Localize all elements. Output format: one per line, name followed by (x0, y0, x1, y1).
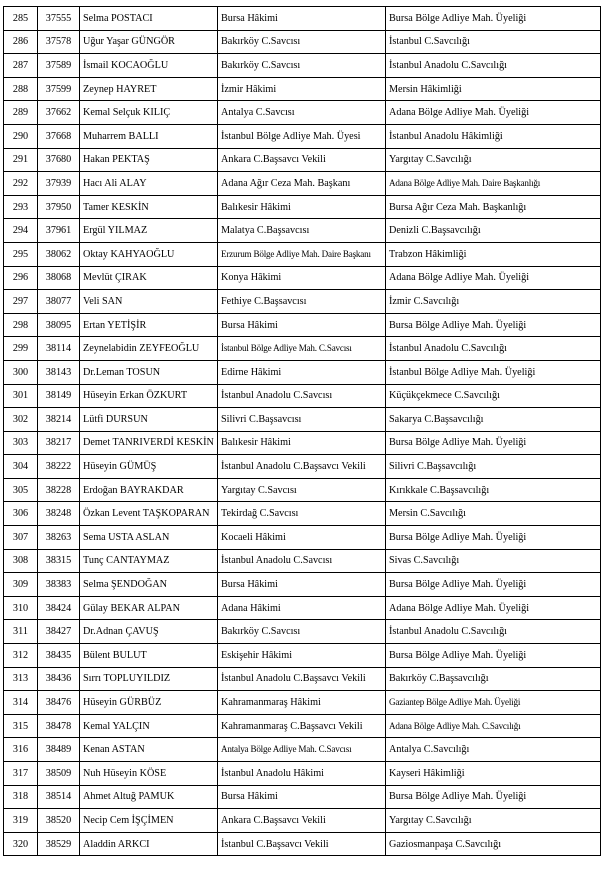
current-position: Adana Ağır Ceza Mah. Başkanı (218, 172, 386, 196)
row-number: 294 (4, 219, 38, 243)
table-row (4, 148, 601, 172)
current-position: Erzurum Bölge Adliye Mah. Daire Başkanı (218, 242, 386, 266)
table-row (4, 360, 601, 384)
new-position: Sakarya C.Başsavcılığı (386, 408, 601, 432)
sicil-number: 38436 (38, 667, 80, 691)
person-name: Ahmet Altuğ PAMUK (80, 785, 218, 809)
table-row (4, 478, 601, 502)
table-row (4, 7, 601, 31)
row-number: 297 (4, 290, 38, 314)
new-position: İstanbul Anadolu C.Savcılığı (386, 337, 601, 361)
person-name: Hüseyin GÜMÜŞ (80, 455, 218, 479)
new-position: Silivri C.Başsavcılığı (386, 455, 601, 479)
current-position: İzmir Hâkimi (218, 77, 386, 101)
sicil-number: 37668 (38, 124, 80, 148)
table-row (4, 195, 601, 219)
new-position: Gaziosmanpaşa C.Savcılığı (386, 832, 601, 856)
new-position: Bursa Bölge Adliye Mah. Üyeliği (386, 7, 601, 31)
sicil-number: 38149 (38, 384, 80, 408)
table-row (4, 30, 601, 54)
new-position: Küçükçekmece C.Savcılığı (386, 384, 601, 408)
table-row (4, 502, 601, 526)
table-row (4, 101, 601, 125)
row-number: 305 (4, 478, 38, 502)
row-number: 311 (4, 620, 38, 644)
new-position: Mersin C.Savcılığı (386, 502, 601, 526)
table-row (4, 549, 601, 573)
new-position: Adana Bölge Adliye Mah. Üyeliği (386, 266, 601, 290)
row-number: 301 (4, 384, 38, 408)
row-number: 313 (4, 667, 38, 691)
sicil-number: 38068 (38, 266, 80, 290)
current-position: Bursa Hâkimi (218, 7, 386, 31)
new-position: Antalya C.Savcılığı (386, 738, 601, 762)
current-position: Bakırköy C.Savcısı (218, 54, 386, 78)
table-row (4, 809, 601, 833)
sicil-number: 38520 (38, 809, 80, 833)
appointment-list-page (3, 6, 601, 856)
new-position: Trabzon Hâkimliği (386, 242, 601, 266)
row-number: 296 (4, 266, 38, 290)
row-number: 295 (4, 242, 38, 266)
appointment-table-body (4, 7, 601, 856)
table-row (4, 644, 601, 668)
current-position: Fethiye C.Başsavcısı (218, 290, 386, 314)
sicil-number: 38427 (38, 620, 80, 644)
sicil-number: 38214 (38, 408, 80, 432)
row-number: 303 (4, 431, 38, 455)
sicil-number: 38228 (38, 478, 80, 502)
current-position: Tekirdağ C.Savcısı (218, 502, 386, 526)
person-name: Hakan PEKTAŞ (80, 148, 218, 172)
row-number: 300 (4, 360, 38, 384)
row-number: 316 (4, 738, 38, 762)
new-position: Mersin Hâkimliği (386, 77, 601, 101)
new-position: Yargıtay C.Savcılığı (386, 148, 601, 172)
table-row (4, 384, 601, 408)
person-name: Aladdin ARKCI (80, 832, 218, 856)
sicil-number: 38095 (38, 313, 80, 337)
sicil-number: 37939 (38, 172, 80, 196)
row-number: 307 (4, 526, 38, 550)
row-number: 293 (4, 195, 38, 219)
new-position: Adana Bölge Adliye Mah. Üyeliği (386, 101, 601, 125)
sicil-number: 38509 (38, 762, 80, 786)
current-position: Antalya Bölge Adliye Mah. C.Savcısı (218, 738, 386, 762)
current-position: Bursa Hâkimi (218, 785, 386, 809)
new-position: İzmir C.Savcılığı (386, 290, 601, 314)
person-name: Hüseyin Erkan ÖZKURT (80, 384, 218, 408)
current-position: Konya Hâkimi (218, 266, 386, 290)
sicil-number: 37599 (38, 77, 80, 101)
table-row (4, 714, 601, 738)
current-position: Ankara C.Başsavcı Vekili (218, 148, 386, 172)
row-number: 318 (4, 785, 38, 809)
new-position: Bakırköy C.Başsavcılığı (386, 667, 601, 691)
person-name: İsmail KOCAOĞLU (80, 54, 218, 78)
person-name: Selma POSTACI (80, 7, 218, 31)
new-position: Bursa Bölge Adliye Mah. Üyeliği (386, 431, 601, 455)
person-name: Hüseyin GÜRBÜZ (80, 691, 218, 715)
sicil-number: 38315 (38, 549, 80, 573)
person-name: Tamer KESKİN (80, 195, 218, 219)
table-row (4, 290, 601, 314)
new-position: İstanbul Anadolu C.Savcılığı (386, 620, 601, 644)
table-row (4, 620, 601, 644)
new-position: Bursa Bölge Adliye Mah. Üyeliği (386, 573, 601, 597)
person-name: Kemal YALÇIN (80, 714, 218, 738)
table-row (4, 762, 601, 786)
new-position: Denizli C.Başsavcılığı (386, 219, 601, 243)
new-position: İstanbul Bölge Adliye Mah. Üyeliği (386, 360, 601, 384)
current-position: Edirne Hâkimi (218, 360, 386, 384)
person-name: Kenan ASTAN (80, 738, 218, 762)
sicil-number: 38263 (38, 526, 80, 550)
row-number: 306 (4, 502, 38, 526)
person-name: Ergül YILMAZ (80, 219, 218, 243)
table-row (4, 219, 601, 243)
sicil-number: 38424 (38, 596, 80, 620)
row-number: 298 (4, 313, 38, 337)
row-number: 317 (4, 762, 38, 786)
row-number: 319 (4, 809, 38, 833)
row-number: 312 (4, 644, 38, 668)
row-number: 315 (4, 714, 38, 738)
person-name: Zeynelabidin ZEYFEOĞLU (80, 337, 218, 361)
row-number: 304 (4, 455, 38, 479)
person-name: Özkan Levent TAŞKOPARAN (80, 502, 218, 526)
sicil-number: 37950 (38, 195, 80, 219)
current-position: İstanbul Anadolu C.Savcısı (218, 384, 386, 408)
current-position: Eskişehir Hâkimi (218, 644, 386, 668)
table-row (4, 832, 601, 856)
person-name: Nuh Hüseyin KÖSE (80, 762, 218, 786)
sicil-number: 38143 (38, 360, 80, 384)
current-position: İstanbul Anadolu C.Başsavcı Vekili (218, 455, 386, 479)
sicil-number: 38476 (38, 691, 80, 715)
current-position: İstanbul C.Başsavcı Vekili (218, 832, 386, 856)
sicil-number: 37555 (38, 7, 80, 31)
current-position: İstanbul Anadolu Hâkimi (218, 762, 386, 786)
sicil-number: 38062 (38, 242, 80, 266)
person-name: Demet TANRIVERDİ KESKİN (80, 431, 218, 455)
new-position: Bursa Bölge Adliye Mah. Üyeliği (386, 785, 601, 809)
row-number: 308 (4, 549, 38, 573)
sicil-number: 38478 (38, 714, 80, 738)
person-name: Uğur Yaşar GÜNGÖR (80, 30, 218, 54)
current-position: Kahramanmaraş Hâkimi (218, 691, 386, 715)
table-row (4, 266, 601, 290)
person-name: Ertan YETİŞİR (80, 313, 218, 337)
table-row (4, 455, 601, 479)
table-row (4, 124, 601, 148)
new-position: Yargıtay C.Savcılığı (386, 809, 601, 833)
person-name: Oktay KAHYAOĞLU (80, 242, 218, 266)
sicil-number: 38217 (38, 431, 80, 455)
row-number: 287 (4, 54, 38, 78)
current-position: İstanbul Bölge Adliye Mah. Üyesi (218, 124, 386, 148)
person-name: Zeynep HAYRET (80, 77, 218, 101)
person-name: Kemal Selçuk KILIÇ (80, 101, 218, 125)
row-number: 288 (4, 77, 38, 101)
sicil-number: 38248 (38, 502, 80, 526)
current-position: Bursa Hâkimi (218, 313, 386, 337)
person-name: Dr.Adnan ÇAVUŞ (80, 620, 218, 644)
row-number: 320 (4, 832, 38, 856)
table-row (4, 596, 601, 620)
person-name: Erdoğan BAYRAKDAR (80, 478, 218, 502)
sicil-number: 38383 (38, 573, 80, 597)
table-row (4, 526, 601, 550)
new-position: Gaziantep Bölge Adliye Mah. Üyeliği (386, 691, 601, 715)
person-name: Necip Cem İŞÇİMEN (80, 809, 218, 833)
new-position: İstanbul C.Savcılığı (386, 30, 601, 54)
sicil-number: 37680 (38, 148, 80, 172)
sicil-number: 37662 (38, 101, 80, 125)
row-number: 310 (4, 596, 38, 620)
person-name: Dr.Leman TOSUN (80, 360, 218, 384)
current-position: Balıkesir Hâkimi (218, 195, 386, 219)
new-position: Adana Bölge Adliye Mah. Daire Başkanlığı (386, 172, 601, 196)
table-row (4, 242, 601, 266)
sicil-number: 38222 (38, 455, 80, 479)
sicil-number: 38114 (38, 337, 80, 361)
sicil-number: 38529 (38, 832, 80, 856)
current-position: Bakırköy C.Savcısı (218, 30, 386, 54)
new-position: Bursa Bölge Adliye Mah. Üyeliği (386, 644, 601, 668)
sicil-number: 38077 (38, 290, 80, 314)
sicil-number: 37589 (38, 54, 80, 78)
current-position: Yargıtay C.Savcısı (218, 478, 386, 502)
table-row (4, 691, 601, 715)
table-row (4, 738, 601, 762)
person-name: Tunç CANTAYMAZ (80, 549, 218, 573)
row-number: 302 (4, 408, 38, 432)
table-row (4, 77, 601, 101)
table-row (4, 431, 601, 455)
row-number: 292 (4, 172, 38, 196)
current-position: Bakırköy C.Savcısı (218, 620, 386, 644)
current-position: İstanbul Anadolu C.Başsavcı Vekili (218, 667, 386, 691)
new-position: İstanbul Anadolu C.Savcılığı (386, 54, 601, 78)
current-position: Kahramanmaraş C.Başsavcı Vekili (218, 714, 386, 738)
new-position: Bursa Bölge Adliye Mah. Üyeliği (386, 526, 601, 550)
table-row (4, 408, 601, 432)
table-row (4, 54, 601, 78)
row-number: 314 (4, 691, 38, 715)
sicil-number: 38489 (38, 738, 80, 762)
sicil-number: 38435 (38, 644, 80, 668)
person-name: Gülay BEKAR ALPAN (80, 596, 218, 620)
row-number: 286 (4, 30, 38, 54)
appointment-table (3, 6, 601, 856)
row-number: 291 (4, 148, 38, 172)
current-position: Malatya C.Başsavcısı (218, 219, 386, 243)
row-number: 309 (4, 573, 38, 597)
table-row (4, 785, 601, 809)
new-position: Adana Bölge Adliye Mah. Üyeliği (386, 596, 601, 620)
sicil-number: 37961 (38, 219, 80, 243)
new-position: İstanbul Anadolu Hâkimliği (386, 124, 601, 148)
current-position: Bursa Hâkimi (218, 573, 386, 597)
current-position: Silivri C.Başsavcısı (218, 408, 386, 432)
table-row (4, 337, 601, 361)
new-position: Kırıkkale C.Başsavcılığı (386, 478, 601, 502)
row-number: 290 (4, 124, 38, 148)
table-row (4, 573, 601, 597)
person-name: Hacı Ali ALAY (80, 172, 218, 196)
row-number: 299 (4, 337, 38, 361)
new-position: Bursa Ağır Ceza Mah. Başkanlığı (386, 195, 601, 219)
row-number: 289 (4, 101, 38, 125)
person-name: Veli SAN (80, 290, 218, 314)
new-position: Bursa Bölge Adliye Mah. Üyeliği (386, 313, 601, 337)
current-position: Antalya C.Savcısı (218, 101, 386, 125)
person-name: Lütfi DURSUN (80, 408, 218, 432)
current-position: İstanbul Anadolu C.Savcısı (218, 549, 386, 573)
person-name: Selma ŞENDOĞAN (80, 573, 218, 597)
sicil-number: 38514 (38, 785, 80, 809)
table-row (4, 667, 601, 691)
person-name: Sırrı TOPLUYILDIZ (80, 667, 218, 691)
current-position: Ankara C.Başsavcı Vekili (218, 809, 386, 833)
current-position: Adana Hâkimi (218, 596, 386, 620)
current-position: İstanbul Bölge Adliye Mah. C.Savcısı (218, 337, 386, 361)
current-position: Balıkesir Hâkimi (218, 431, 386, 455)
table-row (4, 172, 601, 196)
new-position: Adana Bölge Adliye Mah. C.Savcılığı (386, 714, 601, 738)
table-row (4, 313, 601, 337)
person-name: Muharrem BALLI (80, 124, 218, 148)
person-name: Bülent BULUT (80, 644, 218, 668)
current-position: Kocaeli Hâkimi (218, 526, 386, 550)
new-position: Kayseri Hâkimliği (386, 762, 601, 786)
person-name: Sema USTA ASLAN (80, 526, 218, 550)
row-number: 285 (4, 7, 38, 31)
sicil-number: 37578 (38, 30, 80, 54)
new-position: Sivas C.Savcılığı (386, 549, 601, 573)
person-name: Mevlüt ÇIRAK (80, 266, 218, 290)
